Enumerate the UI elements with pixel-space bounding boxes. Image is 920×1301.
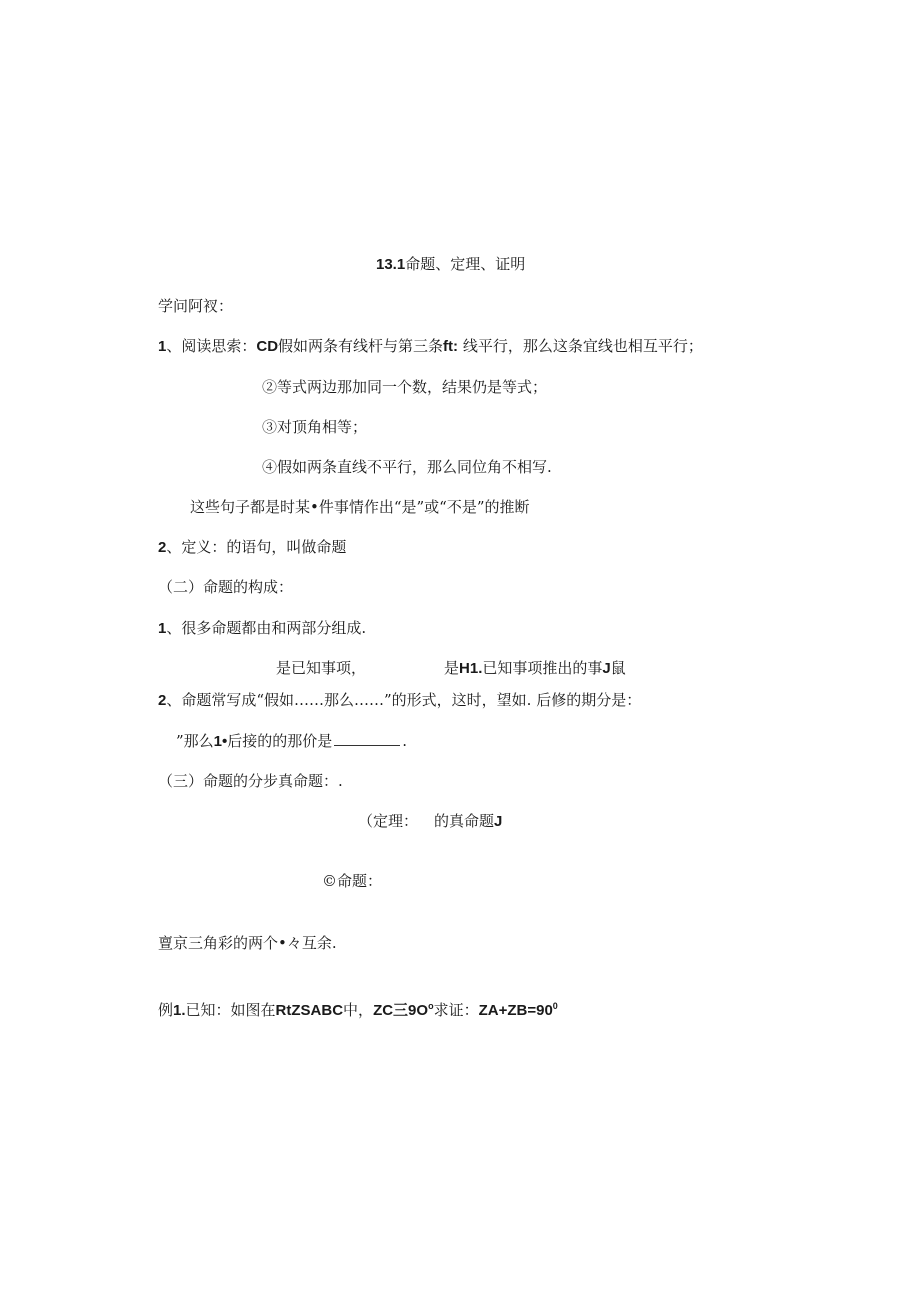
parts-line-left: 是已知事项， [276, 659, 367, 677]
example-1-text-2: 中， [343, 1001, 374, 1019]
item-1-line-3: ③对顶角相等； [262, 418, 368, 436]
example-1 [158, 996, 558, 1021]
item-1-number: 1 [158, 338, 167, 355]
example-1-angle-c: ZC三9O [373, 1002, 429, 1019]
title-text: 命题、定理、证明 [405, 255, 526, 273]
title-number: 13.1 [376, 256, 406, 273]
parts-line-right [444, 658, 626, 679]
example-1-number: 1. [173, 1002, 186, 1019]
parts-right-post: 鼠 [610, 659, 626, 677]
item-4-text: 、命题常写成“假如……那么……”的形式，这时，望如. 后修的期分是： [166, 691, 642, 709]
item-1-prefix: 、阅读思索： [166, 337, 257, 355]
item-1-ft: ft: [443, 338, 459, 355]
item-1-line-2: ②等式两边那加同一个数，结果仍是等式； [262, 378, 548, 396]
theorem-pre: （定理： [358, 812, 419, 830]
judgement-note: 这些句子都是时某•件事情作出“是”或“不是”的推断 [190, 498, 530, 516]
item-2-text: 、定义：的语句，叫做命题 [166, 538, 347, 556]
page-title [376, 254, 525, 275]
theorem-j: J [494, 813, 503, 830]
proposition-line: ©命题： [322, 872, 383, 890]
item-4-line-2 [176, 731, 407, 752]
complement-line: 亶京三角彩的两个•々互余. [158, 934, 337, 952]
example-1-goal: ZA+ZB=90 [478, 1002, 553, 1019]
parts-right-mid: 已知事项推出的事 [482, 659, 603, 677]
example-1-text-3: 求证： [433, 1001, 479, 1019]
section-2-heading: （二）命题的构成： [158, 578, 294, 596]
item-2-number: 2 [158, 539, 167, 556]
item-1 [158, 336, 703, 357]
item-1-line-4: ④假如两条直线不平行，那么同位角不相写. [262, 458, 552, 476]
section-3-heading: （三）命题的分步真命题：. [158, 772, 343, 790]
item-4-number: 2 [158, 692, 167, 709]
item-1-post: 线平行，那么这条宜线也相互平行； [458, 337, 703, 355]
theorem-line [358, 811, 502, 832]
example-1-pre: 例 [158, 1001, 174, 1019]
review-heading: 学问阿衩： [158, 297, 234, 315]
example-1-triangle: RtZSABC [275, 1002, 344, 1019]
example-1-text-1: 已知：如图在 [185, 1001, 276, 1019]
item-3-number: 1 [158, 620, 167, 637]
item-3 [158, 618, 366, 639]
item-4-line-2-post: 后接的的那价是 [227, 732, 333, 750]
item-1-cd: CD [256, 338, 279, 355]
parts-right-pre: 是 [444, 659, 460, 677]
item-3-text: 、很多命题都由和两部分组成. [166, 619, 367, 637]
parts-right-j: J [602, 660, 611, 677]
parts-right-h1: H1. [459, 660, 483, 677]
item-4 [158, 690, 641, 711]
answer-blank [334, 731, 400, 746]
item-2 [158, 537, 346, 558]
item-4-line-2-num: 1• [213, 733, 228, 750]
item-4-line-2-pre: ”那么 [176, 732, 214, 750]
theorem-post: 的真命题 [434, 812, 495, 830]
item-4-line-2-end: . [402, 732, 408, 750]
item-1-middle: 假如两条有线杆与第三条 [278, 337, 444, 355]
example-1-degree-1: o [428, 1001, 434, 1011]
example-1-degree-2: 0 [552, 1001, 558, 1011]
